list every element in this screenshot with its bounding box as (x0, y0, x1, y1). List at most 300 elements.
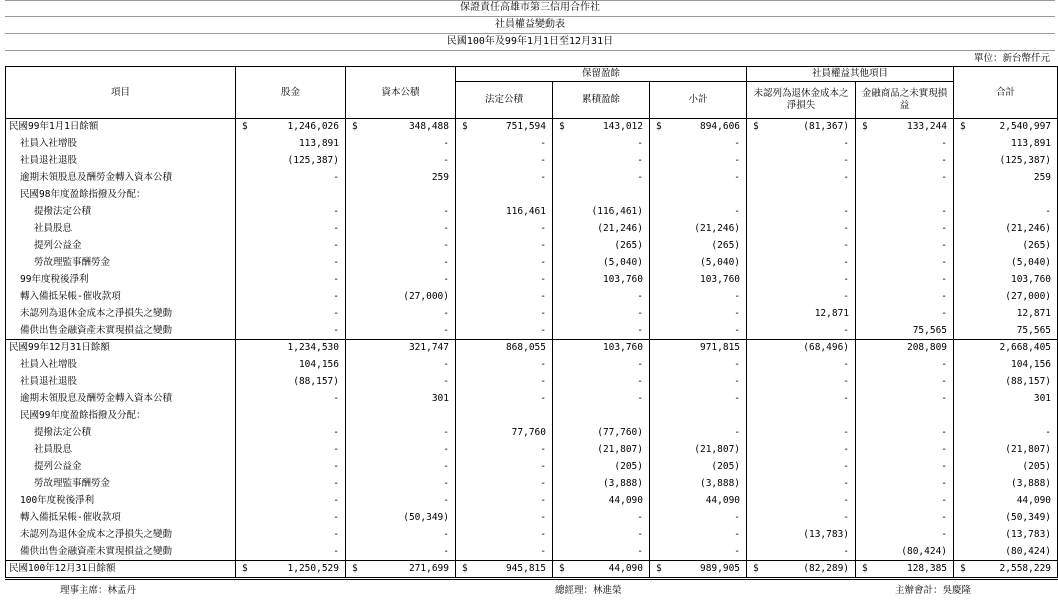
cell-pension-loss (747, 238, 856, 255)
cell-value: - (941, 257, 948, 268)
cell-legal-reserve (456, 323, 553, 340)
cell-value: 116,461 (505, 206, 546, 217)
cell-subtotal (650, 153, 747, 170)
cell-value: 1,246,026 (287, 121, 339, 133)
cell-accumulated-earnings (553, 204, 650, 221)
cell-value: - (443, 444, 449, 455)
row-label: 提列公益金 (6, 459, 236, 476)
cell-value: - (443, 240, 449, 251)
cell-unrealized-gain-loss (856, 561, 954, 579)
cell-value: (265) (614, 240, 643, 251)
cell-accumulated-earnings (553, 391, 650, 408)
cell-unrealized-gain-loss (856, 544, 954, 561)
cell-pension-loss (747, 374, 856, 391)
row-label: 社員股息 (6, 442, 236, 459)
table-row (6, 153, 1058, 170)
cell-value: 945,815 (505, 563, 546, 574)
cell-value: (5,040) (699, 257, 741, 268)
row-label: 社員退社退股 (6, 374, 236, 391)
cell-value: - (843, 393, 850, 404)
cell-accumulated-earnings (553, 238, 650, 255)
cell-legal-reserve (456, 153, 553, 170)
cell-value: - (333, 529, 339, 540)
table-row (6, 561, 1058, 579)
cell-value: (80,424) (1005, 545, 1052, 557)
cell-capital (236, 221, 346, 238)
cell-value: - (637, 172, 643, 183)
cell-value: (3,888) (1010, 478, 1052, 489)
row-label: 社員退社退股 (6, 153, 236, 170)
cell-value: 1,250,529 (287, 563, 339, 574)
cell-total (954, 255, 1058, 272)
cell-value: - (734, 427, 741, 438)
cell-value: 12,871 (814, 308, 850, 319)
cell-pension-loss (747, 255, 856, 272)
cell-value: - (941, 444, 948, 455)
table-row (6, 527, 1058, 544)
cell-value: - (1045, 427, 1052, 438)
cell-legal-reserve (456, 510, 553, 527)
cell-value: - (843, 223, 850, 234)
cell-capital (236, 204, 346, 221)
cell-capital-surplus (346, 408, 456, 425)
cell-value: - (843, 274, 850, 285)
cell-subtotal (650, 204, 747, 221)
cell-capital-surplus (346, 425, 456, 442)
cell-unrealized-gain-loss (856, 255, 954, 272)
currency-symbol: $ (462, 563, 468, 574)
cell-unrealized-gain-loss (856, 340, 954, 357)
cell-value: - (734, 155, 741, 166)
table-row (6, 255, 1058, 272)
accountant-signature: 主辦會計：吳慶隆 (895, 585, 972, 596)
cell-value: 44,090 (705, 495, 741, 506)
cell-value: - (540, 155, 546, 166)
cell-value: - (843, 461, 850, 472)
cell-accumulated-earnings (553, 357, 650, 374)
cell-accumulated-earnings (553, 289, 650, 306)
cell-value: (5,040) (602, 257, 643, 268)
cell-capital-surplus (346, 561, 456, 579)
cell-value: - (333, 308, 339, 319)
cell-value: - (443, 138, 449, 149)
cell-value: - (941, 172, 948, 183)
cell-capital-surplus (346, 323, 456, 340)
cell-pension-loss (747, 493, 856, 510)
table-row (6, 170, 1058, 187)
cell-subtotal (650, 527, 747, 544)
cell-pension-loss (747, 425, 856, 442)
cell-pension-loss (747, 510, 856, 527)
cell-capital-surplus (346, 357, 456, 374)
cell-value: 301 (431, 393, 449, 404)
cell-value: - (333, 495, 339, 506)
cell-subtotal (650, 323, 747, 340)
currency-symbol: $ (559, 563, 565, 574)
col-accumulated-earnings: 累積盈餘 (553, 82, 650, 119)
cell-value: 2,558,229 (999, 563, 1052, 574)
cell-capital (236, 442, 346, 459)
cell-capital (236, 170, 346, 187)
cell-value: 971,815 (699, 342, 741, 354)
cell-value: - (734, 308, 741, 319)
table-row (6, 204, 1058, 221)
cell-value: - (333, 545, 339, 557)
table-row (6, 391, 1058, 408)
cell-capital-surplus (346, 374, 456, 391)
col-pension-loss: 未認列為退休金成本之淨損失 (747, 82, 856, 119)
cell-value: 113,891 (298, 138, 339, 149)
cell-accumulated-earnings (553, 459, 650, 476)
cell-value: 12,871 (1016, 308, 1052, 319)
cell-value: - (843, 376, 850, 387)
table-row (6, 221, 1058, 238)
row-label: 未認列為退休金成本之淨損失之變動 (6, 527, 236, 544)
cell-value: 103,760 (602, 274, 643, 285)
cell-capital (236, 459, 346, 476)
cell-value: - (843, 240, 850, 251)
cell-value: - (941, 376, 948, 387)
cell-subtotal (650, 238, 747, 255)
chairman-signature: 理事主席：林孟丹 (60, 585, 137, 596)
cell-capital (236, 476, 346, 493)
cell-pension-loss (747, 340, 856, 357)
cell-value: - (843, 427, 850, 438)
cell-subtotal (650, 340, 747, 357)
cell-value: - (540, 257, 546, 268)
cell-unrealized-gain-loss (856, 493, 954, 510)
cell-legal-reserve (456, 306, 553, 323)
cell-value: - (843, 359, 850, 370)
cell-subtotal (650, 408, 747, 425)
cell-value: - (843, 324, 850, 336)
cell-legal-reserve (456, 170, 553, 187)
cell-value: 103,760 (602, 342, 643, 354)
row-label: 民國99年度盈餘指撥及分配： (6, 408, 236, 425)
currency-symbol: $ (960, 121, 966, 133)
cell-value: - (941, 138, 948, 149)
cell-pension-loss (747, 323, 856, 340)
cell-value: - (333, 427, 339, 438)
cell-capital-surplus (346, 340, 456, 357)
cell-value: - (540, 172, 546, 183)
cell-accumulated-earnings (553, 561, 650, 579)
cell-legal-reserve (456, 374, 553, 391)
currency-symbol: $ (352, 563, 358, 574)
cell-capital-surplus (346, 442, 456, 459)
cell-legal-reserve (456, 442, 553, 459)
cell-value: (205) (711, 461, 741, 472)
col-total: 合計 (954, 67, 1058, 119)
cell-value: - (443, 478, 449, 489)
cell-value: (27,000) (1005, 291, 1052, 302)
currency-unit: 單位：新台幣仟元 (973, 53, 1050, 64)
cell-value: (77,760) (597, 427, 643, 438)
equity-statement-table (5, 66, 1058, 580)
cell-value: - (443, 461, 449, 472)
cell-capital-surplus (346, 527, 456, 544)
cell-capital-surplus (346, 493, 456, 510)
cell-total (954, 442, 1058, 459)
cell-value: (3,888) (699, 478, 741, 489)
cell-value: 113,891 (1010, 138, 1052, 149)
currency-symbol: $ (242, 563, 248, 574)
cell-value: - (540, 529, 546, 540)
cell-subtotal (650, 221, 747, 238)
col-subtotal: 小計 (650, 82, 747, 119)
cell-legal-reserve (456, 493, 553, 510)
cell-value: - (443, 376, 449, 387)
cell-subtotal (650, 374, 747, 391)
cell-value: 77,760 (511, 427, 546, 438)
cell-pension-loss (747, 272, 856, 289)
cell-value: - (637, 308, 643, 319)
cell-capital (236, 323, 346, 340)
row-label: 社員入社增股 (6, 357, 236, 374)
cell-value: - (734, 529, 741, 540)
cell-capital-surplus (346, 221, 456, 238)
cell-value: (5,040) (1010, 257, 1052, 268)
cell-total (954, 561, 1058, 579)
cell-capital (236, 153, 346, 170)
cell-capital-surplus (346, 153, 456, 170)
cell-capital-surplus (346, 476, 456, 493)
cell-pension-loss (747, 153, 856, 170)
cell-value: - (333, 324, 339, 336)
cell-value: - (941, 478, 948, 489)
cell-value: - (540, 376, 546, 387)
cell-value: (81,367) (803, 121, 850, 133)
cell-capital-surplus (346, 544, 456, 561)
cell-value: - (637, 155, 643, 166)
cell-value: - (843, 444, 850, 455)
cell-value: 989,905 (699, 563, 741, 574)
cell-value: (21,807) (694, 444, 741, 455)
cell-value: 103,760 (1010, 274, 1052, 285)
cell-total (954, 272, 1058, 289)
cell-pension-loss (747, 459, 856, 476)
row-label: 提撥法定公積 (6, 204, 236, 221)
cell-pension-loss (747, 408, 856, 425)
cell-accumulated-earnings (553, 119, 650, 136)
cell-unrealized-gain-loss (856, 459, 954, 476)
cell-value: - (637, 324, 643, 336)
cell-unrealized-gain-loss (856, 153, 954, 170)
cell-value: - (540, 359, 546, 370)
currency-symbol: $ (242, 121, 248, 133)
table-row (6, 340, 1058, 357)
cell-value: - (734, 206, 741, 217)
cell-pension-loss (747, 187, 856, 204)
cell-subtotal (650, 119, 747, 136)
cell-subtotal (650, 476, 747, 493)
cell-capital-surplus (346, 238, 456, 255)
cell-value: - (540, 274, 546, 285)
cell-value: - (637, 529, 643, 540)
cell-legal-reserve (456, 255, 553, 272)
cell-capital (236, 255, 346, 272)
cell-subtotal (650, 442, 747, 459)
cell-accumulated-earnings (553, 442, 650, 459)
cell-accumulated-earnings (553, 408, 650, 425)
cell-value: 133,244 (906, 121, 948, 133)
cell-value: - (443, 257, 449, 268)
cell-legal-reserve (456, 289, 553, 306)
cell-value: - (637, 376, 643, 387)
table-row (6, 476, 1058, 493)
row-label: 民國99年1月1日餘額 (6, 119, 236, 136)
cell-accumulated-earnings (553, 493, 650, 510)
table-row (6, 323, 1058, 340)
cell-value: 2,668,405 (999, 342, 1052, 354)
cell-value: - (443, 545, 449, 557)
cell-subtotal (650, 255, 747, 272)
cell-unrealized-gain-loss (856, 136, 954, 153)
cell-legal-reserve (456, 187, 553, 204)
cell-value: (50,349) (403, 512, 449, 523)
cell-accumulated-earnings (553, 527, 650, 544)
cell-unrealized-gain-loss (856, 391, 954, 408)
cell-accumulated-earnings (553, 153, 650, 170)
cell-value: - (734, 291, 741, 302)
cell-value: 894,606 (699, 121, 741, 133)
cell-value: (21,246) (1005, 223, 1052, 234)
cell-total (954, 425, 1058, 442)
cell-legal-reserve (456, 561, 553, 579)
cell-capital (236, 119, 346, 136)
cell-capital-surplus (346, 510, 456, 527)
cell-pension-loss (747, 442, 856, 459)
cell-value: - (333, 512, 339, 523)
table-row (6, 425, 1058, 442)
cell-capital (236, 391, 346, 408)
cell-pension-loss (747, 289, 856, 306)
cell-unrealized-gain-loss (856, 272, 954, 289)
cell-total (954, 527, 1058, 544)
cell-value: 321,747 (408, 342, 449, 354)
cell-accumulated-earnings (553, 476, 650, 493)
cell-value: 143,012 (602, 121, 643, 133)
cell-value: - (734, 393, 741, 404)
cell-value: 348,488 (408, 121, 449, 133)
cell-total (954, 374, 1058, 391)
cell-value: - (941, 427, 948, 438)
cell-value: (116,461) (591, 206, 643, 217)
row-label: 未認列為退休金成本之淨損失之變動 (6, 306, 236, 323)
cell-value: 103,760 (699, 274, 741, 285)
cell-value: - (540, 291, 546, 302)
row-label: 99年度稅後淨利 (6, 272, 236, 289)
currency-symbol: $ (753, 563, 759, 574)
cell-subtotal (650, 170, 747, 187)
cell-unrealized-gain-loss (856, 510, 954, 527)
cell-accumulated-earnings (553, 323, 650, 340)
cell-capital (236, 408, 346, 425)
cell-capital (236, 374, 346, 391)
cell-total (954, 544, 1058, 561)
cell-value: 75,565 (1016, 324, 1052, 336)
cell-capital-surplus (346, 204, 456, 221)
cell-value: 868,055 (505, 342, 546, 354)
cell-value: (125,387) (999, 155, 1052, 166)
cell-capital-surplus (346, 187, 456, 204)
cell-pension-loss (747, 204, 856, 221)
cell-pension-loss (747, 527, 856, 544)
cell-unrealized-gain-loss (856, 204, 954, 221)
cell-accumulated-earnings (553, 255, 650, 272)
cell-value: 301 (1033, 393, 1052, 404)
currency-symbol: $ (862, 563, 868, 574)
cell-legal-reserve (456, 272, 553, 289)
cell-accumulated-earnings (553, 136, 650, 153)
cell-capital-surplus (346, 136, 456, 153)
cell-legal-reserve (456, 357, 553, 374)
row-label: 逾期未領股息及酬勞金轉入資本公積 (6, 170, 236, 187)
row-label: 備供出售金融資產未實現損益之變動 (6, 323, 236, 340)
cell-value: (265) (1022, 240, 1052, 251)
cell-value: - (333, 444, 339, 455)
cell-total (954, 204, 1058, 221)
cell-legal-reserve (456, 408, 553, 425)
cell-legal-reserve (456, 119, 553, 136)
cell-subtotal (650, 459, 747, 476)
cell-legal-reserve (456, 221, 553, 238)
currency-symbol: $ (559, 121, 565, 133)
cell-value: - (443, 427, 449, 438)
cell-capital-surplus (346, 119, 456, 136)
cell-legal-reserve (456, 527, 553, 544)
cell-value: (88,157) (293, 376, 339, 387)
cell-value: - (843, 545, 850, 557)
table-row (6, 136, 1058, 153)
row-label: 社員股息 (6, 221, 236, 238)
cell-subtotal (650, 510, 747, 527)
cell-capital (236, 510, 346, 527)
cell-unrealized-gain-loss (856, 238, 954, 255)
cell-value: 44,090 (1016, 495, 1052, 506)
cell-accumulated-earnings (553, 272, 650, 289)
cell-capital (236, 306, 346, 323)
cell-subtotal (650, 493, 747, 510)
cell-value: - (843, 478, 850, 489)
cell-pension-loss (747, 357, 856, 374)
cell-value: (21,246) (694, 223, 741, 234)
cell-value: (265) (711, 240, 741, 251)
cell-value: - (333, 240, 339, 251)
currency-symbol: $ (656, 563, 662, 574)
cell-total (954, 340, 1058, 357)
cell-value: - (941, 529, 948, 540)
cell-value: - (843, 495, 850, 506)
cell-accumulated-earnings (553, 306, 650, 323)
cell-value: - (443, 223, 449, 234)
cell-value: - (843, 138, 850, 149)
cell-subtotal (650, 391, 747, 408)
cell-subtotal (650, 289, 747, 306)
cell-total (954, 323, 1058, 340)
col-group-retained-earnings: 保留盈餘 (456, 67, 747, 82)
cell-value: - (333, 172, 339, 183)
cell-value: - (540, 478, 546, 489)
cell-capital (236, 238, 346, 255)
cell-legal-reserve (456, 476, 553, 493)
cell-value: - (941, 240, 948, 251)
col-legal-reserve: 法定公積 (456, 82, 553, 119)
col-group-other-equity: 社員權益其他項目 (747, 67, 954, 82)
cell-accumulated-earnings (553, 340, 650, 357)
cell-value: 44,090 (608, 495, 643, 506)
cell-value: - (1045, 206, 1052, 217)
